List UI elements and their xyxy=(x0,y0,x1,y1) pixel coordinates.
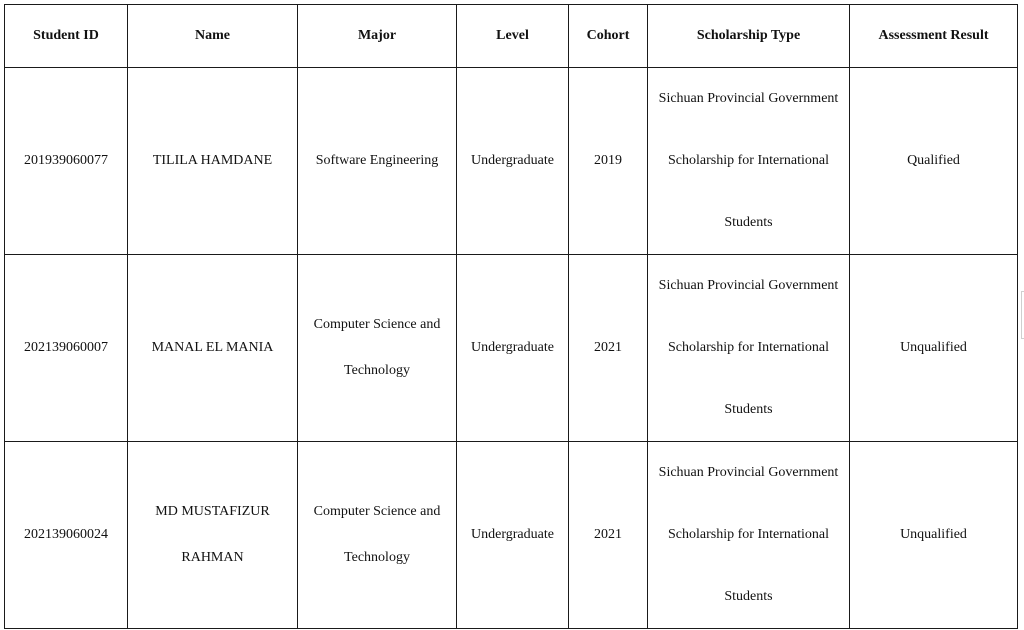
assessment-result-cell: Qualified xyxy=(850,68,1018,255)
major-cell: Computer Science and Technology xyxy=(298,442,457,629)
major-cell: Software Engineering xyxy=(298,68,457,255)
table-row xyxy=(5,442,1018,629)
level-cell: Undergraduate xyxy=(457,442,569,629)
major-cell: Computer Science and Technology xyxy=(298,255,457,442)
column-header-assessment-result: Assessment Result xyxy=(850,5,1018,68)
column-header-major: Major xyxy=(298,5,457,68)
scholarship-assessment-table xyxy=(4,4,1018,629)
scholarship-type-cell: Sichuan Provincial Government Scholarship for International Students xyxy=(648,68,850,255)
level-cell: Undergraduate xyxy=(457,255,569,442)
column-header-cohort: Cohort xyxy=(569,5,648,68)
student-id-cell: 201939060077 xyxy=(5,68,128,255)
column-header-student-id: Student ID xyxy=(5,5,128,68)
header-row xyxy=(5,5,1018,68)
column-header-scholarship-type: Scholarship Type xyxy=(648,5,850,68)
level-cell: Undergraduate xyxy=(457,68,569,255)
assessment-result-cell: Unqualified xyxy=(850,442,1018,629)
assessment-result-cell: Unqualified xyxy=(850,255,1018,442)
cohort-cell: 2021 xyxy=(569,442,648,629)
table-row xyxy=(5,68,1018,255)
student-id-cell: 202139060007 xyxy=(5,255,128,442)
table-row xyxy=(5,255,1018,442)
cohort-cell: 2019 xyxy=(569,68,648,255)
scholarship-type-cell: Sichuan Provincial Government Scholarship for International Students xyxy=(648,255,850,442)
student-id-cell: 202139060024 xyxy=(5,442,128,629)
column-header-name: Name xyxy=(128,5,298,68)
table-body xyxy=(5,68,1018,629)
column-header-level: Level xyxy=(457,5,569,68)
name-cell: MANAL EL MANIA xyxy=(128,255,298,442)
scholarship-type-cell: Sichuan Provincial Government Scholarship for International Students xyxy=(648,442,850,629)
name-cell: MD MUSTAFIZUR RAHMAN xyxy=(128,442,298,629)
cohort-cell: 2021 xyxy=(569,255,648,442)
table-header xyxy=(5,5,1018,68)
name-cell: TILILA HAMDANE xyxy=(128,68,298,255)
